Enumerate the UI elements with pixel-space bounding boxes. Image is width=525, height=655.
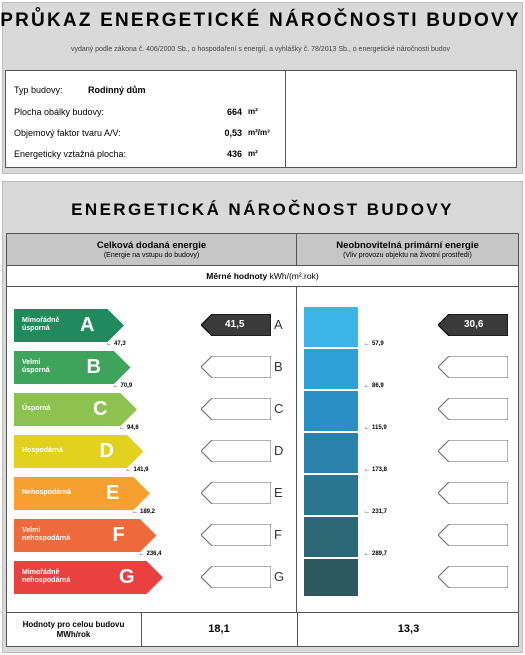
energy-class-arrow-b [14,351,131,384]
boundary-arrow-icon: ← [106,341,112,347]
boundary-arrow-icon: ← [125,467,132,473]
class-name [22,317,59,333]
boundary-value: 115,9 [372,425,387,431]
primary-class-boundary [364,383,384,389]
rating-marker-shape [438,398,508,420]
primary-energy-bar-c [304,391,358,431]
boundary-value: 189,2 [140,509,156,515]
info-value: 436 [226,149,242,159]
totals-label-line1: Hodnoty pro celou budovu [22,620,125,629]
primary-energy-bar-a [304,307,358,347]
primary-energy-title: Neobnovitelná primární energie [336,240,479,251]
empty-rating-marker [201,356,271,378]
class-name-line1: Nehospodárná [22,489,72,496]
class-name-line2: úsporná [22,367,50,374]
class-name-line2: úsporná [22,325,50,332]
class-name-line1: Mimořádně [22,317,60,324]
class-name-line1: Úsporná [22,405,51,412]
primary-rating-value: 30,6 [464,319,484,330]
class-letter: F [112,524,125,546]
scale-letter-d: D [274,443,284,458]
empty-rating-marker [438,356,508,378]
info-row-type [14,85,282,99]
empty-rating-marker [438,440,508,462]
rating-marker-shape [438,482,508,504]
boundary-value: 236,4 [146,551,162,557]
rating-marker-shape [201,398,271,420]
class-letter: A [80,314,95,336]
empty-rating-marker [201,440,271,462]
boundary-arrow-icon: ← [364,425,370,431]
info-label: Plocha obálky budovy: [14,107,105,117]
delivered-rating-value: 41,5 [225,319,245,330]
boundary-value: 94,6 [127,425,139,431]
primary-energy-header [296,233,519,266]
rating-marker-shape [438,440,508,462]
document-title: PRŮKAZ ENERGETICKÉ NÁROČNOSTI BUDOVY [0,10,521,31]
boundary-value: 47,3 [114,341,126,347]
energy-class-arrow-c [14,393,137,426]
delivered-class-boundary [132,509,155,515]
primary-class-boundary [364,341,384,347]
class-name [22,405,50,413]
empty-rating-marker [201,566,271,588]
primary-class-boundary [364,551,387,557]
rating-marker-shape [201,356,271,378]
boundary-value: 57,9 [372,341,384,347]
primary-rating-marker [438,314,508,336]
primary-energy-bar-e [304,475,358,515]
info-unit: m² [248,107,258,116]
boundary-arrow-icon: ← [364,467,370,473]
class-letter: G [119,566,135,588]
empty-rating-marker [201,524,271,546]
empty-rating-marker [438,566,508,588]
class-letter: B [86,356,101,378]
empty-rating-marker [201,398,271,420]
energy-title: ENERGETICKÁ NÁROČNOST BUDOVY [71,200,454,219]
class-name [22,569,70,585]
info-value: 664 [226,107,242,117]
delivered-energy-title: Celková dodaná energie [96,240,207,251]
boundary-arrow-icon: ← [364,341,370,347]
class-letter: C [93,398,108,420]
rating-marker-shape [201,482,271,504]
info-row-shape-factor [14,128,282,142]
delivered-energy-header [6,233,297,266]
energy-class-arrow-g [14,561,163,594]
totals-label [6,612,142,647]
class-letter: E [106,482,120,504]
boundary-arrow-icon: ← [119,425,125,431]
scale-letter-g: G [274,569,285,584]
boundary-arrow-icon: ← [364,551,370,557]
boundary-arrow-icon: ← [364,383,370,389]
building-info-box [5,70,286,168]
column-divider [296,287,297,612]
units-label: Měrné hodnoty [206,271,268,281]
boundary-arrow-icon: ← [364,509,370,515]
primary-energy-bar-b [304,349,358,389]
rating-marker-shape [438,566,508,588]
class-name [22,359,50,375]
boundary-value: 289,7 [372,551,388,557]
info-row-envelope [14,107,282,121]
empty-rating-marker [438,482,508,504]
class-name [22,527,70,543]
photo-placeholder-box [286,70,517,168]
class-name-line1: Mimořádně [22,569,60,576]
total-primary-energy-value: 13,3 [297,612,519,647]
info-unit: m²/m³ [248,128,270,137]
boundary-arrow-icon: ← [138,551,145,557]
type-value: Rodinný dům [88,85,146,95]
delivered-rating-marker [201,314,271,336]
energy-class-arrow-f [14,519,157,552]
rating-marker-shape [438,524,508,546]
primary-class-boundary [364,509,387,515]
boundary-arrow-icon: ← [132,509,138,515]
type-label: Typ budovy: [14,85,63,95]
class-name [22,447,63,455]
primary-energy-bar-d [304,433,358,473]
scale-letter-b: B [274,359,283,374]
scale-letter-c: C [274,401,284,416]
delivered-class-boundary [113,383,133,389]
delivered-class-boundary [119,425,139,431]
class-name-line2: nehospodárná [22,535,71,542]
class-name-line1: Velmi [22,527,41,534]
document-subtitle: vydaný podle zákona č. 406/2000 Sb., o hospodaření s energií, a vyhlášky č. 78/2013 Sb., o energetické náročnosti budov [70,46,451,53]
totals-label-line2: MWh/rok [56,630,91,639]
energy-class-arrow-d [14,435,144,468]
scale-letter-e: E [274,485,283,500]
delivered-class-boundary [106,341,126,347]
class-letter: D [99,440,114,462]
primary-class-boundary [364,467,387,473]
primary-energy-bar-f [304,517,358,557]
boundary-value: 173,8 [372,467,388,473]
boundary-value: 70,9 [120,383,133,389]
empty-rating-marker [438,398,508,420]
delivered-class-boundary [139,551,162,557]
rating-marker-shape [438,356,508,378]
units-row [6,266,519,287]
boundary-value: 141,9 [133,467,149,473]
primary-energy-subtitle: (Vliv provozu objektu na životní prostředí) [343,252,472,259]
delivered-energy-subtitle: (Energie na vstupu do budovy) [103,252,200,259]
info-label: Energeticky vztažná plocha: [14,149,127,159]
delivered-class-boundary [126,467,149,473]
scale-letter-f: F [274,527,282,542]
primary-class-boundary [364,425,387,431]
info-unit: m² [248,149,258,158]
rating-marker-shape [201,524,271,546]
class-name-line1: Hospodárná [22,447,63,454]
empty-rating-marker [438,524,508,546]
boundary-value: 231,7 [372,509,388,515]
energy-class-arrow-a [14,309,124,342]
energy-class-arrow-e [14,477,150,510]
total-delivered-energy-value: 18,1 [208,623,230,635]
class-name [22,489,71,497]
info-label: Objemový faktor tvaru A/V: [14,128,121,138]
rating-marker-shape [201,566,271,588]
rating-marker-shape [201,440,271,462]
info-value: 0,53 [224,128,242,138]
units-value: kWh/(m².rok) [269,271,319,281]
boundary-arrow-icon: ← [112,383,119,389]
boundary-value: 86,9 [372,383,384,389]
class-name-line1: Velmi [22,359,41,366]
empty-rating-marker [201,482,271,504]
class-name-line2: nehospodárná [22,577,71,584]
info-row-reference-area [14,149,282,163]
scale-letter-a: A [274,317,283,332]
primary-energy-bar-g [304,559,358,596]
